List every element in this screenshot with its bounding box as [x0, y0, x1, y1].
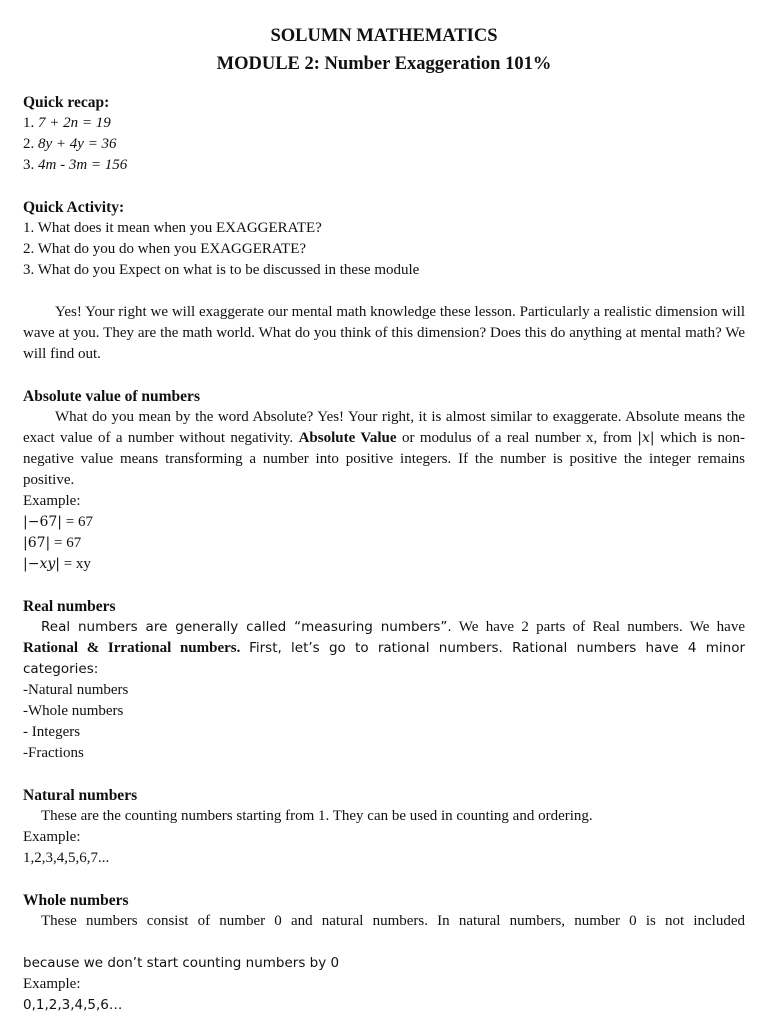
whole-heading: Whole numbers — [23, 892, 129, 909]
absolute-value-term: Absolute Value — [298, 430, 397, 446]
abs-example: |−67| = 67 — [23, 514, 93, 530]
absolute-paragraph: What do you mean by the word Absolute? Yes! Your right, it is almost similar to exaggerate. Absolute means the exact value of a number without negativity. Absolute Value or modulus of a real number x, from |x| which is non-negative value means transforming a number into positive integers. If the number is positive the integer remains positive. — [23, 409, 746, 488]
real-paragraph: Real numbers are generally called “measuring numbers”. We have 2 parts of Real numbers. We have Rational & Irrational numbers. First, let’s go to rational numbers. Rational numbers have 4 minor categories: — [23, 619, 746, 677]
natural-paragraph: These are the counting numbers starting from 1. They can be used in counting and ordering. — [41, 808, 593, 824]
recap-heading: Quick recap: — [23, 94, 110, 111]
rational-irrational-term: Rational & Irrational numbers. — [23, 640, 241, 656]
intro-paragraph: Yes! Your right we will exaggerate our mental math knowledge these lesson. Particularly a realistic dimension will wave at you. They are the math world. What do you think of this dimension? Does this do anything at mental math? We will find out. — [23, 304, 745, 362]
recap-item: 2. 8y + 4y = 36 — [23, 136, 117, 152]
example-label: Example: — [23, 976, 81, 992]
category-item: - Integers — [23, 724, 81, 740]
example-label: Example: — [23, 493, 81, 509]
whole-paragraph-line1: These numbers consist of number 0 and natural numbers. In natural numbers, number 0 is not included — [41, 913, 745, 929]
real-heading: Real numbers — [23, 598, 116, 615]
recap-item: 3. 4m - 3m = 156 — [23, 157, 128, 173]
activity-heading: Quick Activity: — [23, 199, 125, 216]
category-item: -Whole numbers — [23, 703, 124, 719]
whole-example: 0,1,2,3,4,5,6… — [23, 997, 123, 1013]
category-item: -Natural numbers — [23, 682, 129, 698]
math-abs-x: |x| — [637, 430, 655, 446]
natural-example: 1,2,3,4,5,6,7... — [23, 850, 110, 866]
activity-item: 2. What do you do when you EXAGGERATE? — [23, 241, 307, 257]
abs-example: |−xy| = xy — [23, 556, 91, 572]
absolute-heading: Absolute value of numbers — [23, 388, 200, 405]
activity-item: 1. What does it mean when you EXAGGERATE? — [23, 220, 322, 236]
module-title: MODULE 2: Number Exaggeration 101% — [216, 54, 552, 74]
abs-example: |67| = 67 — [23, 535, 82, 551]
activity-item: 3. What do you Expect on what is to be discussed in these module — [23, 262, 420, 278]
natural-heading: Natural numbers — [23, 787, 138, 804]
recap-item: 1. 7 + 2n = 19 — [23, 115, 111, 131]
whole-paragraph-line2: because we don’t start counting numbers by 0 — [23, 955, 340, 971]
document-page — [23, 22, 745, 1016]
document-title: SOLUMN MATHEMATICS — [270, 26, 498, 46]
category-item: -Fractions — [23, 745, 84, 761]
example-label: Example: — [23, 829, 81, 845]
